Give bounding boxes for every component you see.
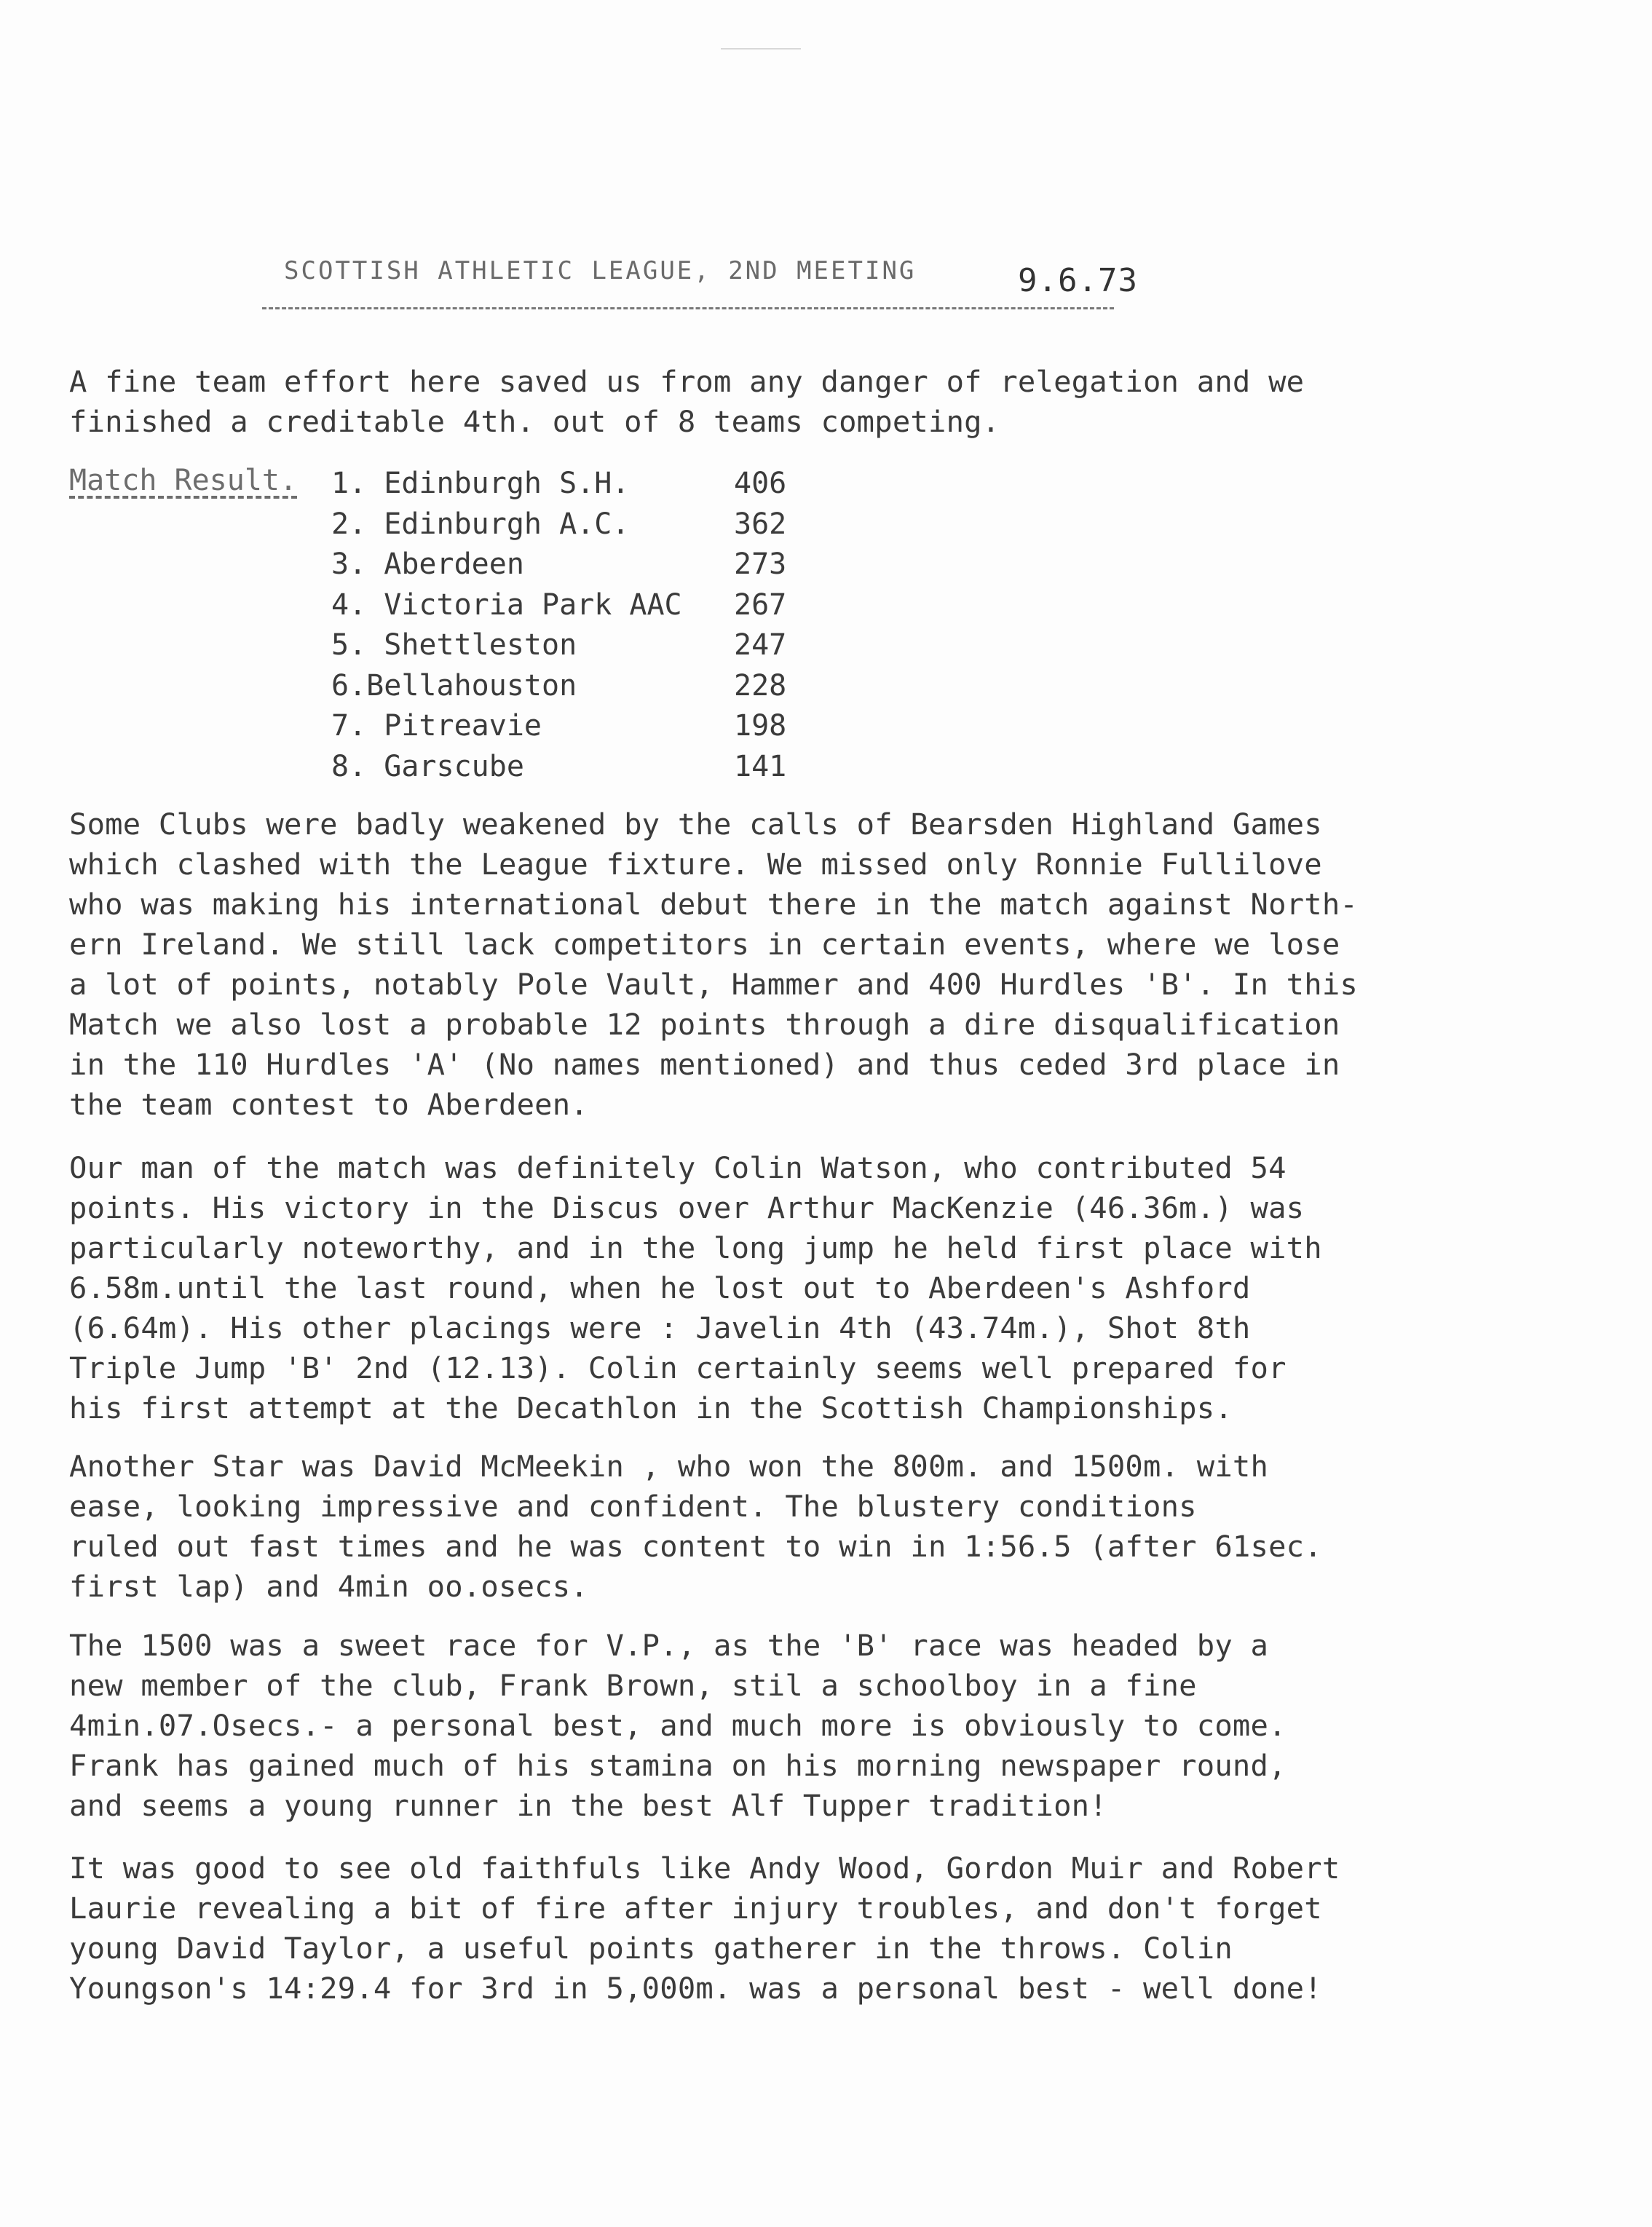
page-title: SCOTTISH ATHLETIC LEAGUE, 2ND MEETING [284,256,917,285]
result-score: 247 [734,628,787,662]
result-score: 273 [734,547,787,581]
result-row [331,545,841,585]
scan-mark [721,48,801,50]
result-team: 3. Aberdeen [331,547,524,581]
result-score: 198 [734,709,787,743]
title-row [277,240,1187,298]
result-row [331,706,841,747]
result-score: 267 [734,588,787,622]
result-row [331,747,841,788]
result-row [331,666,841,707]
body-paragraph: Our man of the match was definitely Colin Watson, who contributed 54 points. His victory in the Discus over Arthur MacKenzie (46.36m.) was particularly noteworthy, and in the long jump he held first place with 6.58m.until the last round, when he lost out to Aberdeen's Ashford (6.64m). His other placings were : Javelin 4th (43.74m.), Shot 8th Triple Jump 'B' 2nd (12.13). Colin certainly seems well prepared for his first attempt at the Decathlon in the Scottish Championships. [69,1150,1322,1425]
result-score: 362 [734,507,787,541]
result-row [331,505,841,545]
result-score: 228 [734,668,787,703]
result-row [331,625,841,666]
result-team: 6.Bellahouston [331,668,577,703]
result-score: 406 [734,467,787,500]
body-paragraph: Some Clubs were badly weakened by the calls of Bearsden Highland Games which clashed with the League fixture. We missed only Ronnie Fullilove who was making his international debut there in the match against North- ern Ireland. We still lack competitors in certain events, where we lose a lot of points, notably Pole Vault, Hammer and 400 Hurdles 'B'. In this Match we also lost a probable 12 points through a dire disqualification in the 110 Hurdles 'A' (No names mentioned) and thus ceded 3rd place in the team contest to Aberdeen. [69,807,1358,1122]
match-result-label: Match Result. [69,464,298,497]
title-underline [262,307,1114,309]
result-team: 8. Garscube [331,749,524,783]
result-row [331,585,841,626]
body-paragraph: Another Star was David McMeekin , who won the 800m. and 1500m. with ease, looking impressive and confident. The blustery conditions ruled out fast times and he was content to win in 1:56.5 (after 61sec. first lap) and 4min oo.osecs. [69,1449,1322,1604]
result-row [331,464,841,505]
result-team: 2. Edinburgh A.C. [331,507,630,541]
result-team: 7. Pitreavie [331,709,542,743]
result-team: 1. Edinburgh S.H. [331,467,630,500]
meeting-date: 9.6.73 [1018,262,1138,299]
match-result-list [331,464,841,787]
body-paragraph: The 1500 was a sweet race for V.P., as the 'B' race was headed by a new member of the club, Frank Brown, stil a schoolboy in a fine 4min.07.Osecs.- a personal best, and much more is obviously to come. Frank has gained much of his stamina on his morning newspaper round, and seems a young runner in the best Alf Tupper tradition! [69,1628,1287,1823]
result-team: 5. Shettleston [331,628,577,662]
result-score: 141 [734,749,787,783]
body-paragraph: It was good to see old faithfuls like Andy Wood, Gordon Muir and Robert Laurie revealing a bit of fire after injury troubles, and don't forget young David Taylor, a useful points gatherer in the throws. Colin Youngson's 14:29.4 for 3rd in 5,000m. was a personal best - well done! [69,1851,1340,2006]
result-team: 4. Victoria Park AAC [331,588,682,622]
intro-paragraph: A fine team effort here saved us from any danger of relegation and we finished a creditable 4th. out of 8 teams competing. [69,364,1305,439]
